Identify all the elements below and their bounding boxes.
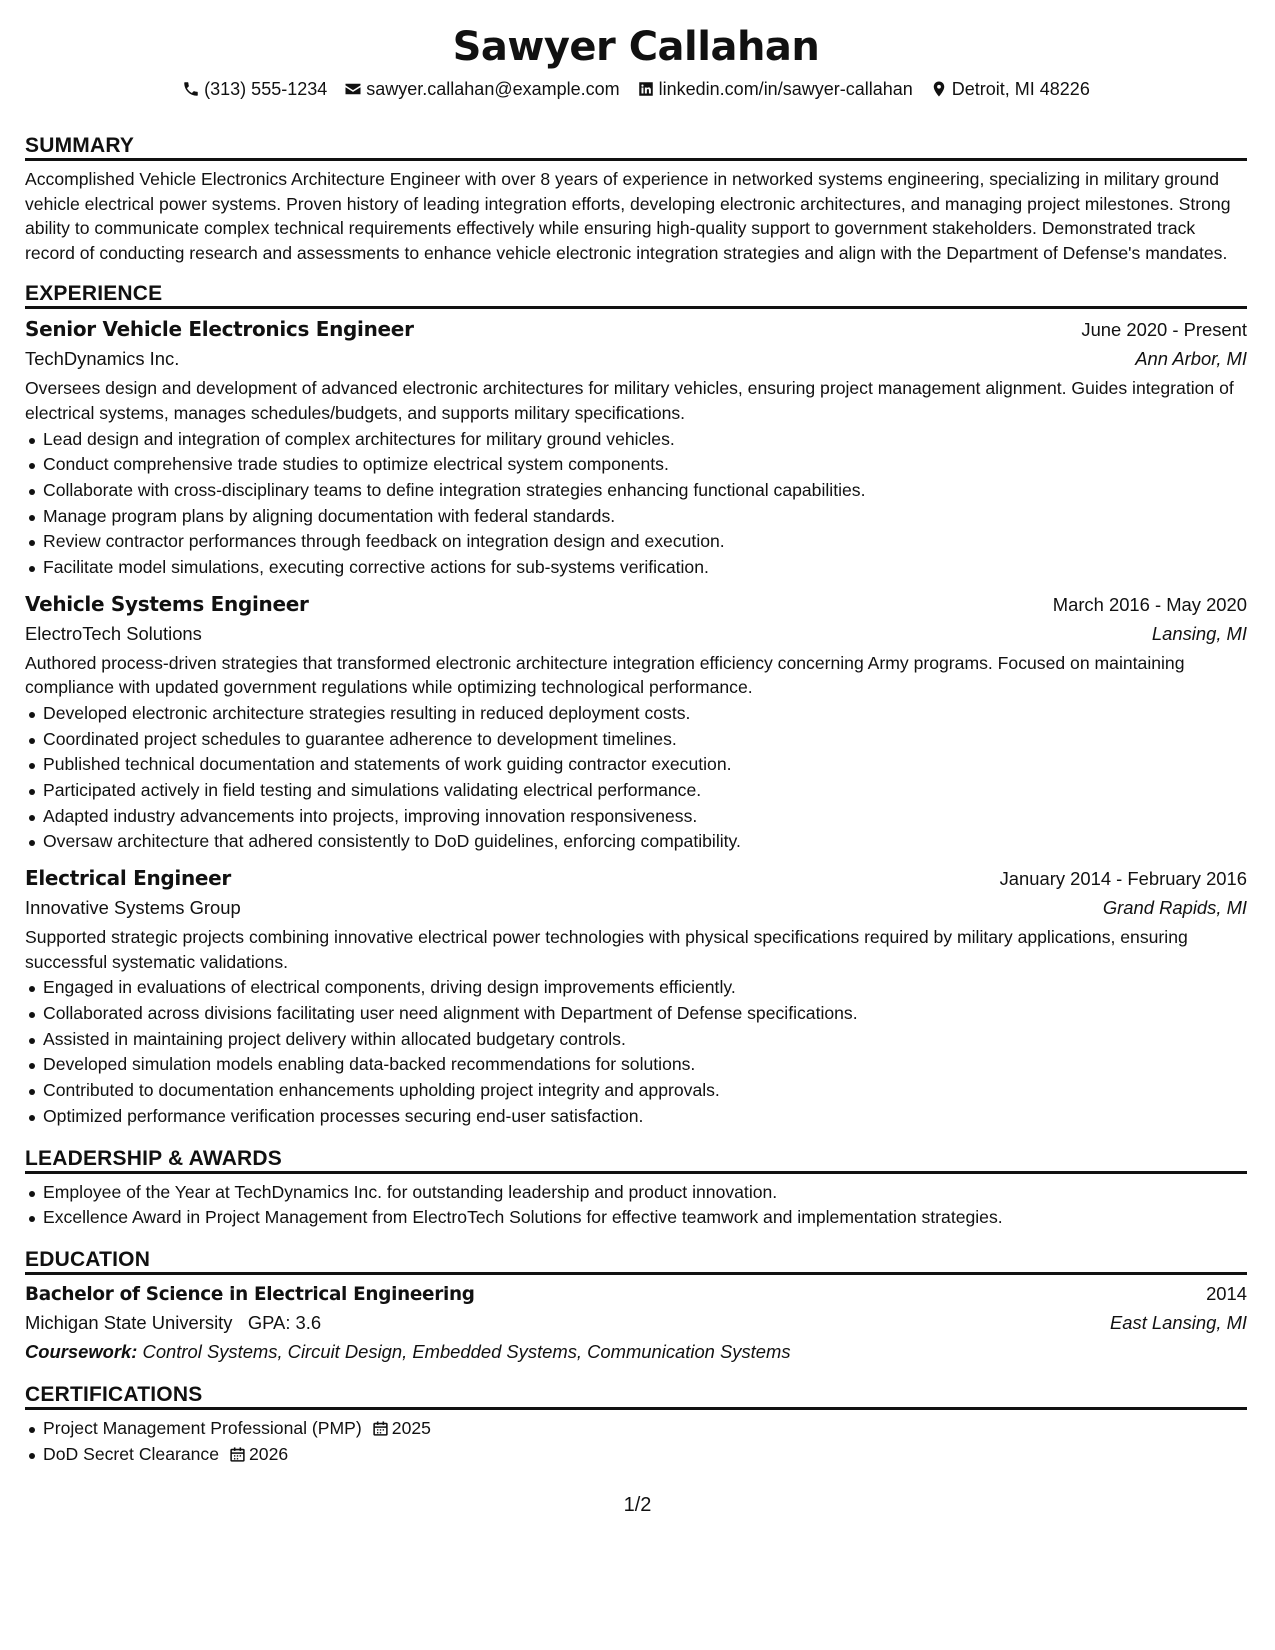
certifications-list xyxy=(25,1416,1247,1467)
list-item: Conduct comprehensive trade studies to optimize electrical system components. xyxy=(25,452,1247,478)
list-item: Lead design and integration of complex architectures for military ground vehicles. xyxy=(25,427,1247,453)
school-location: East Lansing, MI xyxy=(1110,1312,1247,1333)
list-item: Participated actively in field testing and simulations validating electrical performance. xyxy=(25,778,1247,804)
cert-year: 2026 xyxy=(249,1443,289,1464)
phone-icon xyxy=(182,80,200,98)
email-link[interactable]: sawyer.callahan@example.com xyxy=(366,78,620,99)
job-entry xyxy=(25,314,1247,580)
list-item: Manage program plans by aligning documentation with federal standards. xyxy=(25,504,1247,530)
graduation-year: 2014 xyxy=(1206,1283,1247,1304)
list-item: Optimized performance verification processes securing end-user satisfaction. xyxy=(25,1104,1247,1130)
list-item: Oversaw architecture that adhered consistently to DoD guidelines, enforcing compatibility. xyxy=(25,829,1247,855)
list-item: Developed electronic architecture strategies resulting in reduced deployment costs. xyxy=(25,701,1247,727)
linkedin-link[interactable]: linkedin.com/in/sawyer-callahan xyxy=(658,78,913,99)
experience-section xyxy=(25,279,1247,1129)
job-title: Senior Vehicle Electronics Engineer xyxy=(25,317,414,342)
contact-linkedin[interactable] xyxy=(637,79,913,100)
list-item xyxy=(25,1442,1247,1468)
location-text: Detroit, MI 48226 xyxy=(951,78,1090,99)
list-item: Facilitate model simulations, executing corrective actions for sub-systems verification. xyxy=(25,555,1247,581)
cert-name: DoD Secret Clearance xyxy=(43,1443,220,1464)
calendar-icon xyxy=(372,1420,389,1437)
list-item: Employee of the Year at TechDynamics Inc. for outstanding leadership and product innovation. xyxy=(25,1180,1247,1206)
contact-email[interactable] xyxy=(344,79,619,100)
list-item xyxy=(25,1416,1247,1442)
list-item: Contributed to documentation enhancements upholding project integrity and approvals. xyxy=(25,1078,1247,1104)
job-entry xyxy=(25,863,1247,1129)
job-location: Ann Arbor, MI xyxy=(1135,348,1247,370)
coursework-list: Control Systems, Circuit Design, Embedded Systems, Communication Systems xyxy=(142,1341,791,1362)
job-dates: June 2020 - Present xyxy=(1081,319,1247,341)
calendar-icon xyxy=(229,1446,246,1463)
linkedin-icon xyxy=(637,80,655,98)
job-bullets xyxy=(25,427,1247,581)
summary-section xyxy=(25,131,1247,265)
cert-name: Project Management Professional (PMP) xyxy=(43,1418,362,1438)
section-title-leadership: LEADERSHIP & AWARDS xyxy=(25,1144,1247,1174)
list-item: Excellence Award in Project Management from ElectroTech Solutions for effective teamwork and implementation strategies. xyxy=(25,1205,1247,1231)
school-name: Michigan State University xyxy=(25,1312,233,1333)
job-company: Innovative Systems Group xyxy=(25,897,241,919)
section-title-education: EDUCATION xyxy=(25,1245,1247,1275)
job-dates: March 2016 - May 2020 xyxy=(1052,593,1247,615)
list-item: Collaborate with cross-disciplinary teams to define integration strategies enhancing functional capabilities. xyxy=(25,478,1247,504)
cert-year: 2025 xyxy=(391,1418,431,1438)
job-dates: January 2014 - February 2016 xyxy=(999,868,1247,890)
candidate-name: Sawyer Callahan xyxy=(452,24,820,70)
job-company: TechDynamics Inc. xyxy=(25,348,180,370)
job-bullets xyxy=(25,701,1247,855)
job-title: Electrical Engineer xyxy=(25,866,231,891)
certifications-section xyxy=(25,1380,1247,1467)
contact-phone xyxy=(182,79,327,100)
contact-bar xyxy=(25,76,1247,102)
list-item: Published technical documentation and statements of work guiding contractor execution. xyxy=(25,752,1247,778)
job-entry xyxy=(25,589,1247,855)
job-description: Oversees design and development of advanced electronic architectures for military vehicles, ensuring project management alignment. Guides integration of electrical systems, manages schedules/budgets, and supports military specifications. xyxy=(25,378,1234,423)
job-description: Authored process-driven strategies that transformed electronic architecture integration efficiency concerning Army programs. Focused on maintaining compliance with updated government regulations while optimizing technological performance. xyxy=(25,652,1185,698)
list-item: Engaged in evaluations of electrical components, driving design improvements efficiently. xyxy=(25,975,1247,1001)
map-pin-icon xyxy=(930,80,948,98)
job-company: ElectroTech Solutions xyxy=(25,622,202,644)
coursework xyxy=(25,1337,1247,1366)
degree: Bachelor of Science in Electrical Engineering xyxy=(25,1284,475,1305)
education-section xyxy=(25,1245,1247,1366)
gpa: GPA: 3.6 xyxy=(247,1312,322,1333)
job-title: Vehicle Systems Engineer xyxy=(25,591,309,616)
awards-list xyxy=(25,1180,1247,1231)
job-location: Grand Rapids, MI xyxy=(1102,897,1247,919)
section-title-summary: SUMMARY xyxy=(25,131,1247,161)
leadership-section xyxy=(25,1144,1247,1231)
school-line xyxy=(25,1308,321,1338)
phone-text: (313) 555-1234 xyxy=(204,78,328,99)
section-title-certifications: CERTIFICATIONS xyxy=(25,1380,1247,1410)
list-item: Collaborated across divisions facilitating user need alignment with Department of Defense specifications. xyxy=(25,1001,1247,1027)
coursework-label: Coursework: xyxy=(25,1341,138,1362)
page-number: 1/2 xyxy=(623,1494,652,1516)
contact-location xyxy=(930,79,1090,100)
job-location: Lansing, MI xyxy=(1151,622,1247,644)
section-title-experience: EXPERIENCE xyxy=(25,279,1247,309)
list-item: Assisted in maintaining project delivery within allocated budgetary controls. xyxy=(25,1027,1247,1053)
list-item: Review contractor performances through feedback on integration design and execution. xyxy=(25,529,1247,555)
list-item: Coordinated project schedules to guarantee adherence to development timelines. xyxy=(25,727,1247,753)
envelope-icon xyxy=(344,80,362,98)
list-item: Developed simulation models enabling data-backed recommendations for solutions. xyxy=(25,1052,1247,1078)
resume-page xyxy=(25,0,1247,1467)
job-bullets xyxy=(25,975,1247,1129)
summary-text: Accomplished Vehicle Electronics Architecture Engineer with over 8 years of experience in networked systems engineering, specializing in military ground vehicle electrical power systems. Proven history of leading integration efforts, developing electronic architectures, and managing project milestones. Strong ability to communicate complex technical requirements effectively while ensuring high-quality support to government stakeholders. Demonstrated track record of conducting research and assessments to enhance vehicle electronic integration strategies and align with the Department of Defense's mandates. xyxy=(25,169,1231,263)
job-description: Supported strategic projects combining innovative electrical power technologies with physical specifications required by military applications, ensuring successful systematic validations. xyxy=(25,927,1188,972)
list-item: Adapted industry advancements into projects, improving innovation responsiveness. xyxy=(25,804,1247,830)
